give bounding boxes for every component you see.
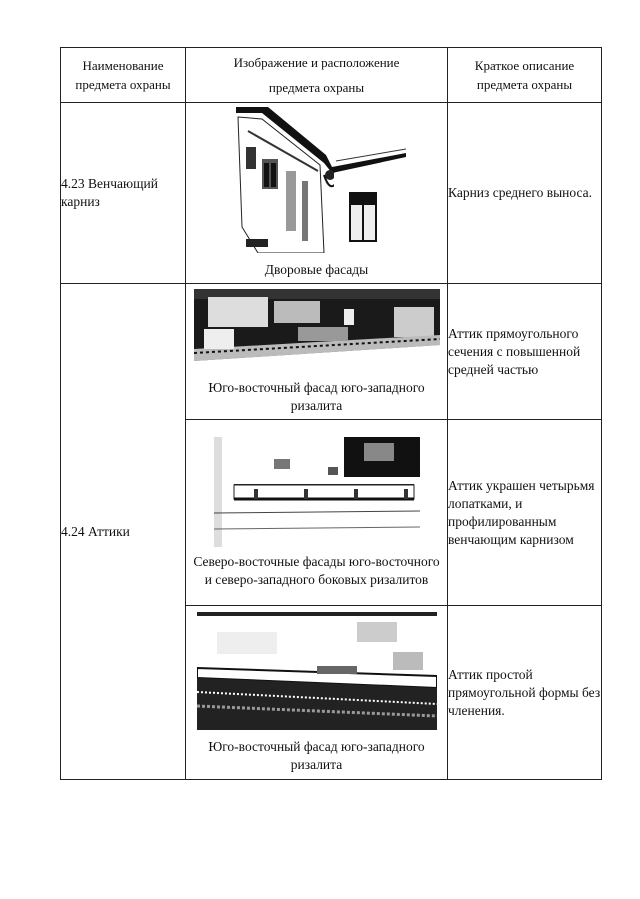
cornice-photo <box>228 107 406 253</box>
image-caption: Дворовые фасады <box>264 262 369 277</box>
item-name: 4.24 Аттики <box>61 284 186 780</box>
item-description: Аттик украшен четырьмя лопатками, и профилированным венчающим карнизом <box>448 420 602 606</box>
image-caption: Северо-восточные фасады юго-восточного и северо-западного боковых ризалитов <box>193 553 440 587</box>
header-image: Изображение и расположение предмета охраны <box>186 48 448 103</box>
image-caption: Юго-восточный фасад юго-западного ризалита <box>208 379 425 413</box>
header-description: Краткое описание предмета охраны <box>448 48 602 103</box>
attic-photo-2 <box>214 437 420 547</box>
image-cell <box>186 284 448 420</box>
header-name: Наименование предмета охраны <box>61 48 186 103</box>
image-caption: Юго-восточный фасад юго-западного ризалита <box>208 738 425 772</box>
table-header-row <box>61 48 602 103</box>
item-name: 4.23 Венчающий карниз <box>61 103 186 284</box>
attic-photo-1 <box>194 289 440 373</box>
heritage-elements-table <box>60 47 602 780</box>
attic-photo-3 <box>197 612 437 730</box>
image-cell <box>186 103 448 284</box>
image-cell <box>186 420 448 606</box>
table-row <box>61 103 602 284</box>
image-cell <box>186 606 448 780</box>
item-description: Карниз среднего выноса. <box>448 103 602 284</box>
item-description: Аттик простой прямоугольной формы без членения. <box>448 606 602 780</box>
table-row <box>61 284 602 420</box>
item-description: Аттик прямоугольного сечения с повышенной средней частью <box>448 284 602 420</box>
